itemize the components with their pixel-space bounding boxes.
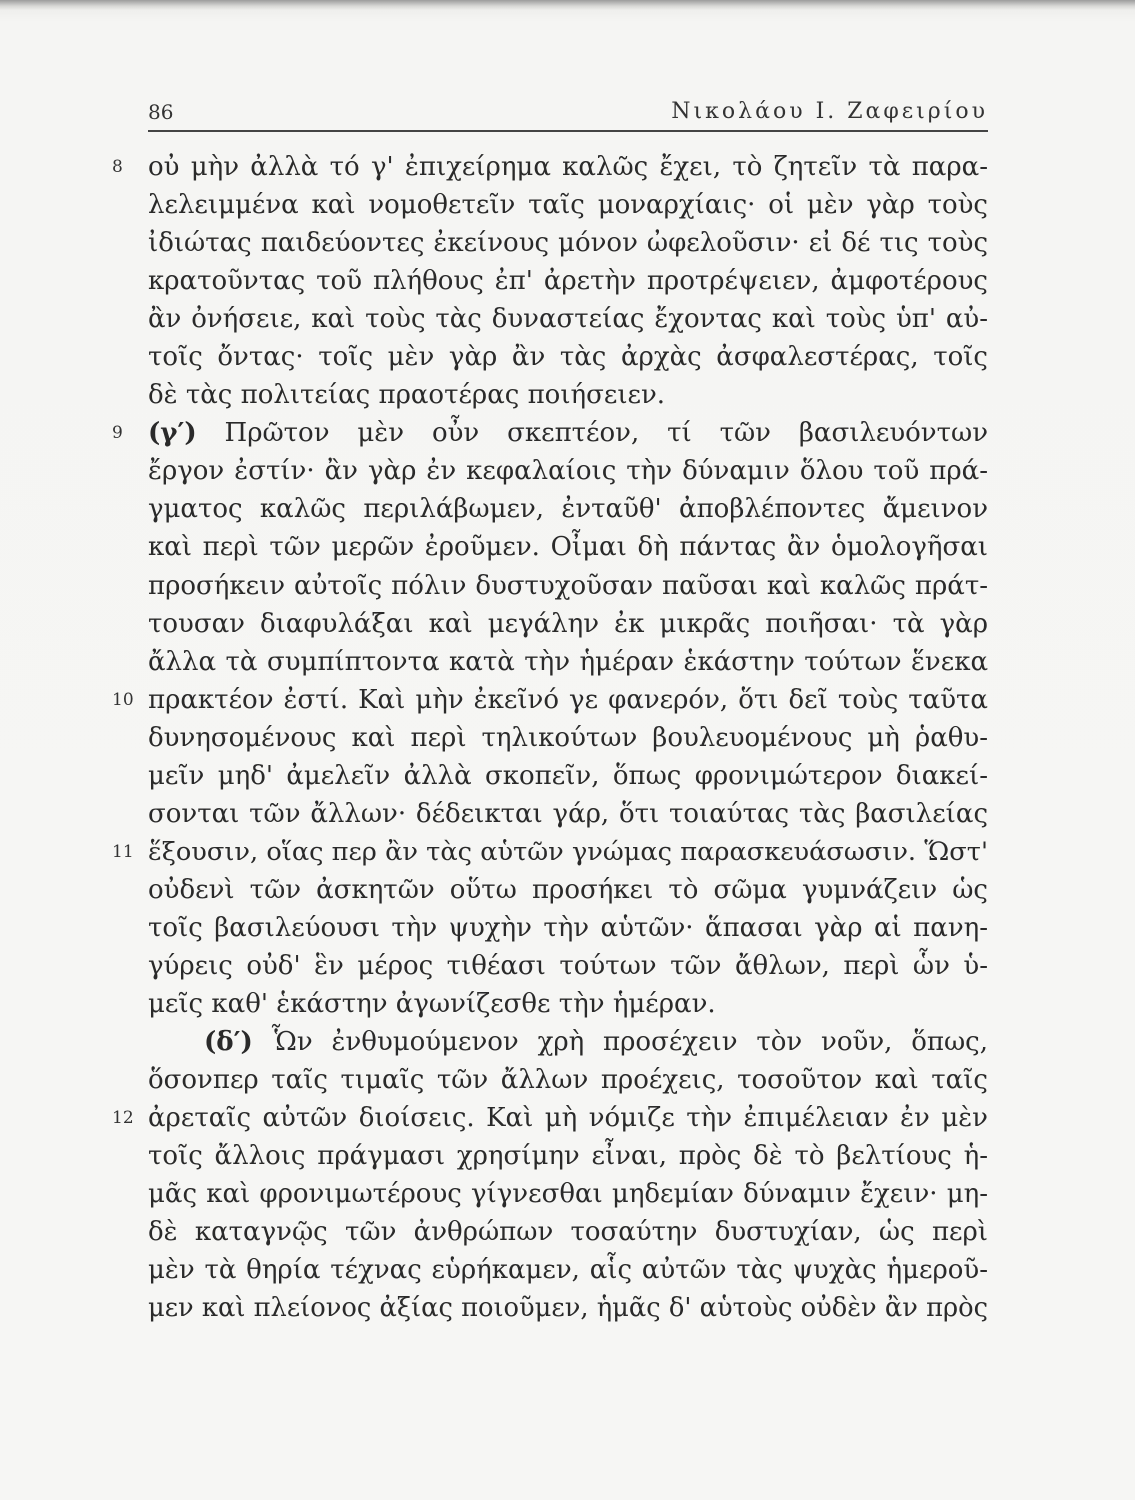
text-line: [148, 1289, 988, 1327]
line-text: σονται τῶν ἄλλων· δέδεικται γάρ, ὅτι τοιαύτας τὰς βασιλείας: [148, 798, 988, 829]
line-text: κρατοῦντας τοῦ πλήθους ἐπ' ἀρετὴν προτρέψειεν, ἀμφοτέρους: [148, 266, 988, 297]
section-number: 10: [112, 689, 134, 710]
running-title: Νικολάου Ι. Ζαφειρίου: [671, 99, 988, 124]
text-line: [148, 376, 988, 414]
section-number: 9: [112, 423, 123, 444]
line-text: γύρεις οὐδ' ἓν μέρος τιθέασι τούτων τῶν ἄθλων, περὶ ὧν ὑ-: [148, 950, 988, 981]
text-line: [112, 148, 988, 186]
line-text: γματος καλῶς περιλάβωμεν, ἐνταῦθ' ἀποβλέποντες ἄμεινον: [148, 494, 988, 525]
text-line: [148, 186, 988, 224]
text-line: [112, 414, 988, 452]
section-number: 8: [112, 157, 123, 177]
line-text: πρακτέον ἐστί. Καὶ μὴν ἐκεῖνό γε φανερόν, ὅτι δεῖ τοὺς ταῦτα: [148, 684, 988, 715]
page-header: [148, 98, 988, 130]
line-text: μεν καὶ πλείονος ἀξίας ποιοῦμεν, ἡμᾶς δ' αὑτοὺς οὐδὲν ἂν πρὸς: [148, 1293, 988, 1324]
chapter-mark: (γ′): [148, 418, 197, 449]
text-line: [148, 1061, 988, 1099]
scan-edge-shadow: [0, 0, 1135, 10]
line-text: μεῖς καθ' ἑκάστην ἀγωνίζεσθε τὴν ἡμέραν.: [148, 989, 716, 1020]
text-line: [148, 1251, 988, 1289]
text-line: [148, 719, 988, 757]
text-line: [112, 1099, 988, 1137]
line-text: μᾶς καὶ φρονιμωτέρους γίγνεσθαι μηδεμίαν δύναμιν ἔχειν· μη-: [148, 1179, 988, 1210]
line-text: ὅσονπερ ταῖς τιμαῖς τῶν ἄλλων προέχεις, τοσοῦτον καὶ ταῖς: [148, 1065, 988, 1096]
page-number: 86: [148, 100, 174, 124]
line-text: λελειμμένα καὶ νομοθετεῖν ταῖς μοναρχίαις· οἱ μὲν γὰρ τοὺς: [148, 190, 988, 221]
text-line: [148, 338, 988, 376]
line-text: τοῖς ὄντας· τοῖς μὲν γὰρ ἂν τὰς ἀρχὰς ἀσφαλεστέρας, τοῖς: [148, 342, 988, 373]
line-text: ἕξουσιν, οἵας περ ἂν τὰς αὑτῶν γνώμας παρασκευάσωσιν. Ὥστ': [148, 836, 988, 867]
line-text: μὲν τὰ θηρία τέχνας εὑρήκαμεν, αἷς αὐτῶν τὰς ψυχὰς ἡμεροῦ-: [148, 1255, 988, 1286]
line-text: Πρῶτον μὲν οὖν σκεπτέον, τί τῶν βασιλευόντων: [224, 418, 988, 449]
text-line: [148, 871, 988, 909]
line-text: προσήκειν αὐτοῖς πόλιν δυστυχοῦσαν παῦσαι καὶ καλῶς πράτ-: [148, 570, 988, 601]
line-text: ἄλλα τὰ συμπίπτοντα κατὰ τὴν ἡμέραν ἑκάστην τούτων ἕνεκα: [148, 646, 988, 677]
header-rule: [148, 130, 988, 132]
text-line: [148, 452, 988, 490]
line-text: ἂν ὀνήσειε, καὶ τοὺς τὰς δυναστείας ἔχοντας καὶ τοὺς ὑπ' αὐ-: [148, 304, 988, 335]
line-text: δὲ τὰς πολιτείας πραοτέρας ποιήσειεν.: [148, 380, 666, 411]
line-text: δὲ καταγνῷς τῶν ἀνθρώπων τοσαύτην δυστυχίαν, ὡς περὶ: [148, 1217, 988, 1248]
text-line: [148, 262, 988, 300]
line-text: τοῖς ἄλλοις πράγμασι χρησίμην εἶναι, πρὸς δὲ τὸ βελτίους ἡ-: [148, 1141, 988, 1172]
text-line: [148, 909, 988, 947]
text-line: [148, 528, 988, 566]
text-line: [148, 757, 988, 795]
line-text: τουσαν διαφυλάξαι καὶ μεγάλην ἐκ μικρᾶς ποιῆσαι· τὰ γὰρ: [148, 608, 988, 639]
line-text: οὐ μὴν ἀλλὰ τό γ' ἐπιχείρημα καλῶς ἔχει, τὸ ζητεῖν τὰ παρα-: [148, 152, 988, 182]
text-line: [148, 947, 988, 985]
line-text: τοῖς βασιλεύουσι τὴν ψυχὴν τὴν αὑτῶν· ἅπασαι γὰρ αἱ πανη-: [148, 912, 988, 943]
text-line: [112, 833, 988, 871]
section-number: 12: [112, 1108, 134, 1129]
text-line: [148, 1023, 988, 1061]
line-text: οὐδενὶ τῶν ἀσκητῶν οὕτω προσήκει τὸ σῶμα γυμνάζειν ὡς: [148, 874, 988, 905]
text-line: [148, 985, 988, 1023]
text-line: [148, 1137, 988, 1175]
line-text: μεῖν μηδ' ἀμελεῖν ἀλλὰ σκοπεῖν, ὅπως φρονιμώτερον διακεί-: [148, 760, 988, 791]
text-line: [148, 300, 988, 338]
text-line: [148, 567, 988, 605]
body-text: [112, 148, 989, 1327]
chapter-mark: (δ′): [204, 1027, 253, 1058]
text-line: [148, 643, 988, 681]
text-line: [148, 795, 988, 833]
text-line: [148, 224, 988, 262]
line-text: Ὧν ἐνθυμούμενον χρὴ προσέχειν τὸν νοῦν, ὅπως,: [271, 1027, 989, 1058]
section-number: 11: [112, 841, 134, 862]
line-text: ἰδιώτας παιδεύοντες ἐκείνους μόνον ὠφελοῦσιν· εἰ δέ τις τοὺς: [148, 228, 988, 259]
text-line: [148, 1175, 988, 1213]
line-text: δυνησομένους καὶ περὶ τηλικούτων βουλευομένους μὴ ῥαθυ-: [148, 722, 988, 753]
line-text: ἔργον ἐστίν· ἂν γὰρ ἐν κεφαλαίοις τὴν δύναμιν ὅλου τοῦ πρά-: [148, 456, 988, 487]
line-text: καὶ περὶ τῶν μερῶν ἐροῦμεν. Οἶμαι δὴ πάντας ἂν ὁμολογῆσαι: [148, 532, 988, 563]
line-text: ἀρεταῖς αὐτῶν διοίσεις. Καὶ μὴ νόμιζε τὴν ἐπιμέλειαν ἐν μὲν: [148, 1103, 988, 1134]
text-line: [112, 681, 988, 719]
text-line: [148, 605, 988, 643]
text-line: [148, 1213, 988, 1251]
text-line: [148, 490, 988, 528]
